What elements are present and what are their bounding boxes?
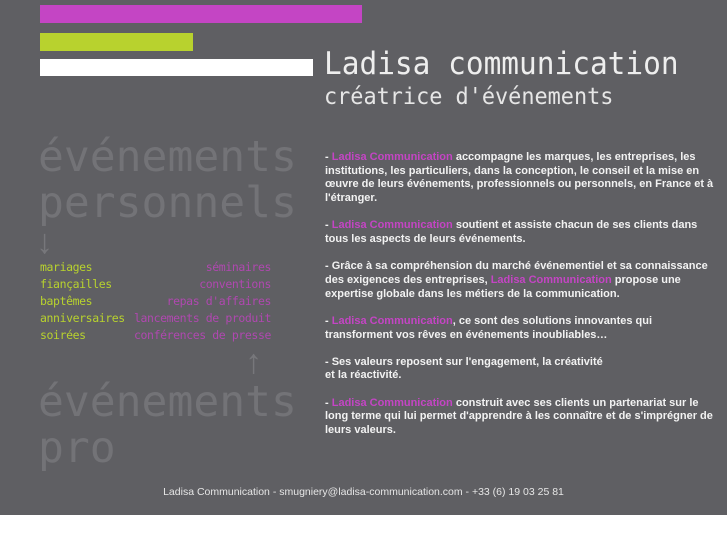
- list-item: mariages: [40, 260, 93, 274]
- site-subtitle: créatrice d'événements: [324, 84, 614, 110]
- text: et la réactivité.: [325, 369, 402, 382]
- ghost-line: événements: [38, 377, 297, 427]
- brand-name: Ladisa Communication: [331, 151, 453, 163]
- description: [325, 151, 721, 451]
- list-item: repas d'affaires: [166, 294, 271, 308]
- ghost-line: personnels: [38, 178, 297, 228]
- footer-contact: Ladisa Communication - smugniery@ladisa-communication.com - +33 (6) 19 03 25 81: [163, 486, 564, 498]
- text: construit avec ses clients un partenariat sur le long terme qui lui permet d'apprendre à les connaître et de s'imprégner de leurs valeurs.: [325, 396, 713, 437]
- pro-events-list: [132, 259, 271, 344]
- paragraph: [325, 151, 721, 206]
- list-item: séminaires: [205, 260, 271, 274]
- brand-name: Ladisa Communication: [331, 314, 453, 327]
- paragraph: [325, 315, 721, 342]
- text: -: [325, 314, 332, 327]
- ghost-line: événements: [38, 132, 297, 182]
- list-item: soirées: [40, 328, 86, 342]
- text: , ce sont des solutions innovantes qui transforment vos rêves en événements inoubliables…: [325, 314, 653, 341]
- personal-events-list: [40, 259, 125, 344]
- arrow-down-icon: ↓: [36, 223, 53, 261]
- paragraph: [325, 356, 721, 383]
- arrow-up-icon: ↑: [245, 343, 262, 381]
- text: accompagne les marques, les entreprises, les institutions, les particuliers, dans la conception, le conseil et la mise en œuvre de leurs événements, professionnels ou personnels, en France et à l'étranger.: [325, 151, 714, 205]
- text: soutient et assiste chacun de ses clients dans tous les aspects de leurs événements.: [325, 219, 698, 246]
- brand-name: Ladisa Communication: [490, 273, 612, 286]
- list-item: anniversaires: [40, 311, 125, 325]
- list-item: conventions: [199, 277, 271, 291]
- text: propose une expertise globale dans les métiers de la communication.: [325, 273, 681, 300]
- text: -: [325, 219, 332, 232]
- text: -: [325, 151, 332, 163]
- list-item: lancements de produit: [134, 311, 271, 325]
- brand-name: Ladisa Communication: [331, 396, 453, 409]
- text: - Ses valeurs reposent sur l'engagement, la créativité: [325, 355, 603, 368]
- text: - Grâce à sa compréhension du marché événementiel et sa connaissance des exigences des entreprises,: [325, 260, 708, 286]
- brand-name: Ladisa Communication: [331, 219, 453, 232]
- text: -: [325, 396, 332, 409]
- green-bar: [40, 33, 193, 51]
- ghost-heading-personal: [38, 134, 297, 226]
- magenta-bar: [40, 5, 362, 23]
- paragraph: [325, 219, 721, 246]
- ghost-heading-pro: [38, 379, 297, 471]
- list-item: fiançailles: [40, 277, 112, 291]
- list-item: conférences de presse: [134, 328, 271, 342]
- list-item: baptêmes: [40, 294, 93, 308]
- white-bar: [40, 59, 313, 76]
- site-title: Ladisa communication: [324, 46, 679, 82]
- ghost-line: pro: [38, 423, 116, 473]
- paragraph: [325, 397, 721, 438]
- paragraph: [325, 260, 721, 301]
